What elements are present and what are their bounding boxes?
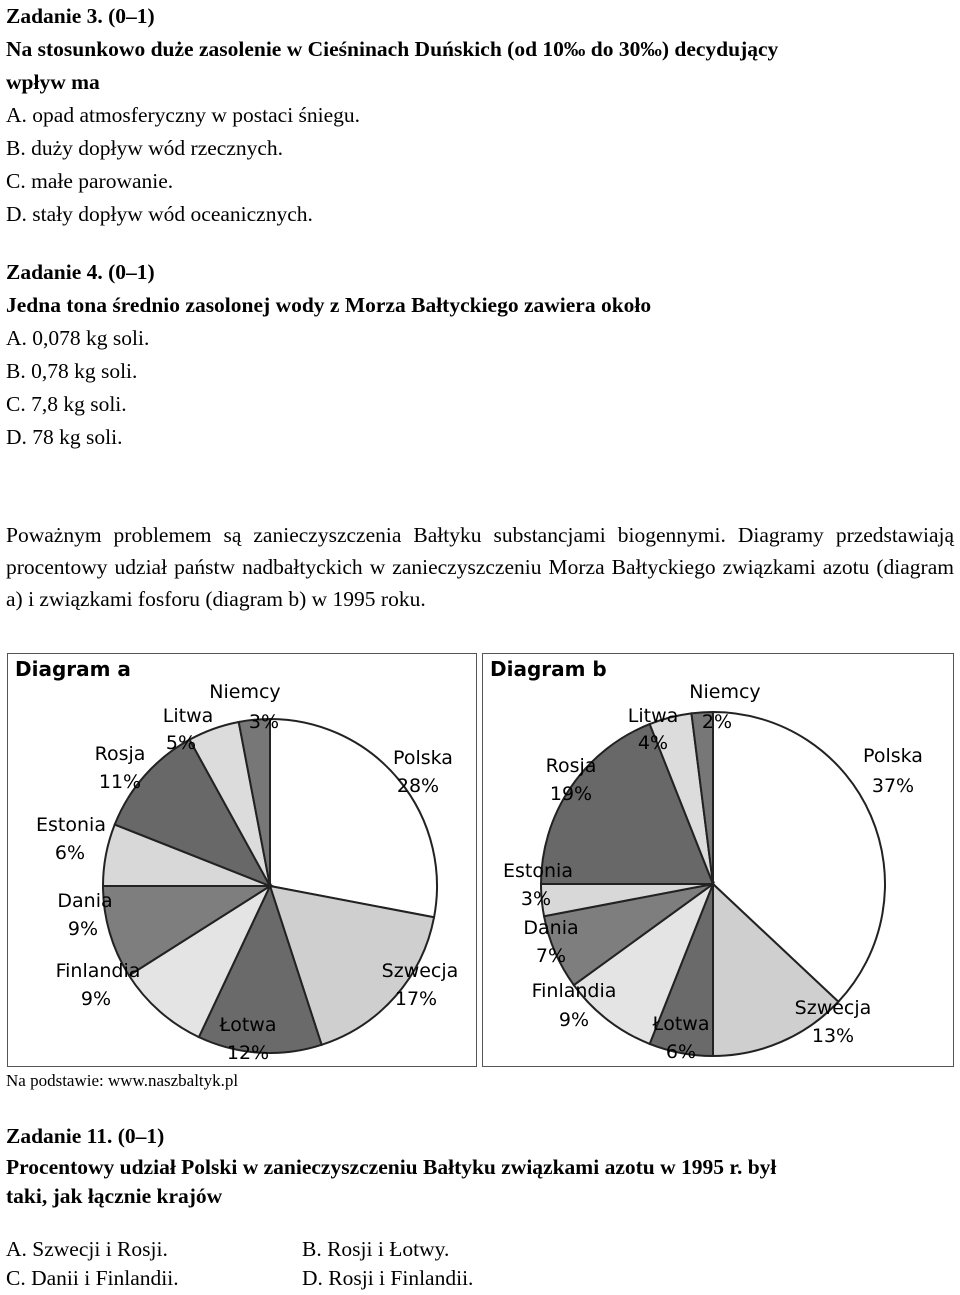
task11-question-cont: taki, jak łącznie krajów	[6, 1184, 223, 1208]
task11-option-a: A. Szwecji i Rosji.	[6, 1237, 168, 1261]
slice-label-litwa: Litwa	[162, 705, 214, 727]
slice-label-łotwa: Łotwa	[219, 1014, 277, 1036]
task11-option-d: D. Rosji i Finlandii.	[302, 1266, 474, 1290]
slice-value-polska: 28%	[396, 775, 440, 797]
intro-paragraph: Poważnym problemem są zanieczyszczenia Bałtyku substancjami biogennymi. Diagramy przedstawiają procentowy udział państw nadbałtyckich w zanieczyszczeniu Morza Bałtyckiego związkami azotu (diagram a) i związkami fosforu (diagram b) w 1995 roku.	[6, 523, 954, 611]
slice-label-niemcy: Niemcy	[689, 681, 761, 703]
slice-value-dania: 9%	[67, 918, 99, 940]
diagram-a	[7, 653, 477, 1067]
task3-option-c: C. małe parowanie.	[6, 169, 174, 193]
diagram-b	[482, 653, 954, 1067]
slice-label-litwa: Litwa	[627, 705, 679, 727]
slice-label-finlandia: Finlandia	[531, 980, 617, 1002]
slice-label-estonia: Estonia	[36, 814, 106, 836]
slice-value-finlandia: 9%	[80, 988, 112, 1010]
diagram-b-svg	[483, 654, 953, 1066]
slice-label-polska: Polska	[393, 747, 453, 769]
source-note: Na podstawie: www.naszbaltyk.pl	[6, 1071, 239, 1090]
task4-header: Zadanie 4. (0–1)	[6, 260, 155, 284]
task4-option-d: D. 78 kg soli.	[6, 425, 123, 449]
slice-label-rosja: Rosja	[545, 755, 597, 777]
diagram-a-title: Diagram a	[15, 657, 131, 681]
slice-value-rosja: 19%	[549, 783, 593, 805]
slice-value-litwa: 4%	[637, 732, 669, 754]
slice-value-litwa: 5%	[165, 732, 197, 754]
slice-value-estonia: 6%	[54, 842, 86, 864]
task4-option-a: A. 0,078 kg soli.	[6, 326, 150, 350]
slice-value-szwecja: 17%	[394, 988, 438, 1010]
slice-value-niemcy: 2%	[701, 711, 733, 733]
slice-label-estonia: Estonia	[503, 860, 573, 882]
task4-question: Jedna tona średnio zasolonej wody z Morza Bałtyckiego zawiera około	[6, 293, 652, 317]
task4-option-c: C. 7,8 kg soli.	[6, 392, 127, 416]
slice-value-estonia: 3%	[520, 888, 552, 910]
slice-value-niemcy: 3%	[248, 711, 280, 733]
diagram-a-svg	[8, 654, 476, 1066]
task3-option-d: D. stały dopływ wód oceanicznych.	[6, 202, 313, 226]
task3-option-a: A. opad atmosferyczny w postaci śniegu.	[6, 103, 361, 127]
slice-label-szwecja: Szwecja	[794, 997, 872, 1019]
task11-option-c: C. Danii i Finlandii.	[6, 1266, 179, 1290]
task3-header: Zadanie 3. (0–1)	[6, 4, 155, 28]
slice-value-rosja: 11%	[98, 771, 142, 793]
task4-option-b: B. 0,78 kg soli.	[6, 359, 138, 383]
slice-label-niemcy: Niemcy	[209, 681, 281, 703]
slice-label-dania: Dania	[57, 890, 113, 912]
task11-option-b: B. Rosji i Łotwy.	[302, 1237, 450, 1261]
task3-question-cont: wpływ ma	[6, 70, 100, 94]
slice-label-łotwa: Łotwa	[652, 1013, 710, 1035]
slice-value-finlandia: 9%	[558, 1009, 590, 1031]
slice-value-łotwa: 6%	[665, 1041, 697, 1063]
slice-label-dania: Dania	[523, 917, 579, 939]
task3-section	[6, 0, 954, 231]
task3-question: Na stosunkowo duże zasolenie w Cieśninach Duńskich (od 10‰ do 30‰) decydujący	[6, 37, 779, 61]
task11-question: Procentowy udział Polski w zanieczyszczeniu Bałtyku związkami azotu w 1995 r. był	[6, 1155, 777, 1179]
slice-value-łotwa: 12%	[226, 1042, 270, 1064]
slice-value-szwecja: 13%	[811, 1025, 855, 1047]
slice-value-polska: 37%	[871, 775, 915, 797]
slice-label-szwecja: Szwecja	[381, 960, 459, 982]
task11-options	[6, 1235, 906, 1295]
diagram-a-slices	[103, 719, 440, 1053]
slice-label-polska: Polska	[863, 745, 923, 767]
task11-header: Zadanie 11. (0–1)	[6, 1124, 165, 1148]
task4-section	[6, 256, 954, 454]
slice-label-finlandia: Finlandia	[55, 960, 141, 982]
diagram-b-title: Diagram b	[490, 657, 607, 681]
task11-section	[6, 1120, 954, 1211]
slice-label-rosja: Rosja	[94, 743, 146, 765]
slice-value-dania: 7%	[535, 945, 567, 967]
task3-option-b: B. duży dopływ wód rzecznych.	[6, 136, 284, 160]
